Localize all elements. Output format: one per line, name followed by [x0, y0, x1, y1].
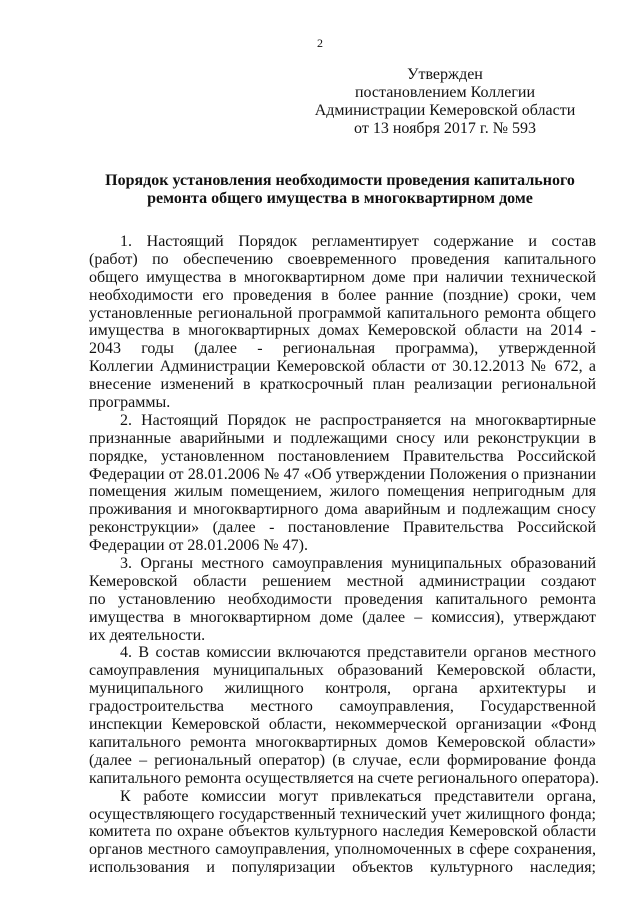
title-line: Порядок установления необходимости проведения капитального [105, 172, 575, 189]
paragraph-4-line: инспекции Кемеровской области, некоммерческой организации «Фонд [89, 716, 596, 734]
paragraph-5-line: осуществляющего государственный технический учет жилищного фонда; [89, 805, 596, 823]
paragraph-3-line: Кемеровской области решением местной администрации создают [89, 572, 596, 590]
paragraph-1-line: имущества в многоквартирных домах Кемеровской области на 2014 - [89, 322, 596, 340]
paragraph-1-line: 2043 годы (далее - региональная программа), утвержденной [89, 340, 596, 358]
paragraph-2-line: реконструкции» (далее - постановление Правительства Российской [89, 519, 596, 537]
paragraph-2-line: Федерации от 28.01.2006 № 47). [89, 537, 308, 555]
paragraph-2-line: Федерации от 28.01.2006 № 47 «Об утверждении Положения о признании [89, 465, 596, 483]
approval-line: Администрации Кемеровской области [314, 102, 576, 119]
paragraph-2-line: проживания и многоквартирного дома аварийным и подлежащим сносу [89, 501, 596, 519]
paragraph-1-line: программы. [89, 394, 171, 412]
paragraph-4-line: муниципального жилищного контроля, органа архитектуры и [89, 680, 596, 698]
paragraph-4-line: капитального ремонта осуществляется на счете регионального оператора). [89, 769, 599, 787]
paragraph-5-line: использования и популяризации объектов культурного наследия; [89, 859, 596, 877]
paragraph-5-line: К работе комиссии могут привлекаться представители органа, [120, 787, 596, 805]
paragraph-4-line: градостроительства местного самоуправления, Государственной [89, 698, 596, 716]
paragraph-3-line: имущества в многоквартирном доме (далее – комиссия), утверждают [89, 608, 596, 626]
paragraph-1-line: общего имущества в многоквартирном доме при наличии технической [89, 268, 596, 286]
paragraph-1-line: Коллегии Администрации Кемеровской области от 30.12.2013 № 672, а [89, 358, 596, 376]
document-body [89, 233, 599, 877]
paragraph-4-line: капитального ремонта многоквартирных домов Кемеровской области» [89, 733, 596, 751]
paragraph-4-line: (далее – региональный оператор) (в случае, если формирование фонда [89, 751, 596, 769]
page-number: 2 [317, 36, 323, 50]
paragraph-3-line: по установлению необходимости проведения капитального ремонта [89, 590, 596, 608]
paragraph-1-line: внесение изменений в краткосрочный план реализации региональной [89, 376, 596, 394]
approval-line: Утвержден [407, 66, 483, 83]
paragraph-4-line: 4. В состав комиссии включаются представители органов местного [120, 644, 596, 662]
paragraph-1-line: (работ) по обеспечению своевременного проведения капитального [89, 250, 596, 268]
paragraph-3-line: 3. Органы местного самоуправления муниципальных образований [120, 555, 596, 573]
paragraph-2-line: порядке, установленном постановлением Правительства Российской [89, 447, 596, 465]
paragraph-3-line: их деятельности. [89, 626, 206, 644]
title-line: ремонта общего имущества в многоквартирном доме [147, 190, 533, 207]
paragraph-1-line: установленные региональной программой капитального ремонта общего [89, 304, 596, 322]
paragraph-5-line: комитета по охране объектов культурного наследия Кемеровской области [89, 823, 596, 841]
paragraph-1-line: 1. Настоящий Порядок регламентирует содержание и состав [120, 233, 596, 250]
paragraph-1-line: необходимости его проведения в более ранние (поздние) сроки, чем [89, 286, 596, 304]
approval-line: постановлением Коллегии [354, 84, 536, 101]
paragraph-5-line: органов местного самоуправления, уполномоченных в сфере сохранения, [89, 841, 596, 859]
paragraph-4-line: самоуправления муниципальных образований Кемеровской области, [89, 662, 596, 680]
approval-line: от 13 ноября 2017 г. № 593 [354, 120, 536, 137]
paragraph-2-line: 2. Настоящий Порядок не распространяется на многоквартирные [120, 411, 596, 429]
approval-block [310, 66, 580, 138]
paragraph-2-line: помещения жилым помещением, жилого помещения непригодным для [89, 483, 596, 501]
document-title [80, 172, 600, 208]
paragraph-2-line: признанные аварийными и подлежащими сносу или реконструкции в [89, 429, 596, 447]
